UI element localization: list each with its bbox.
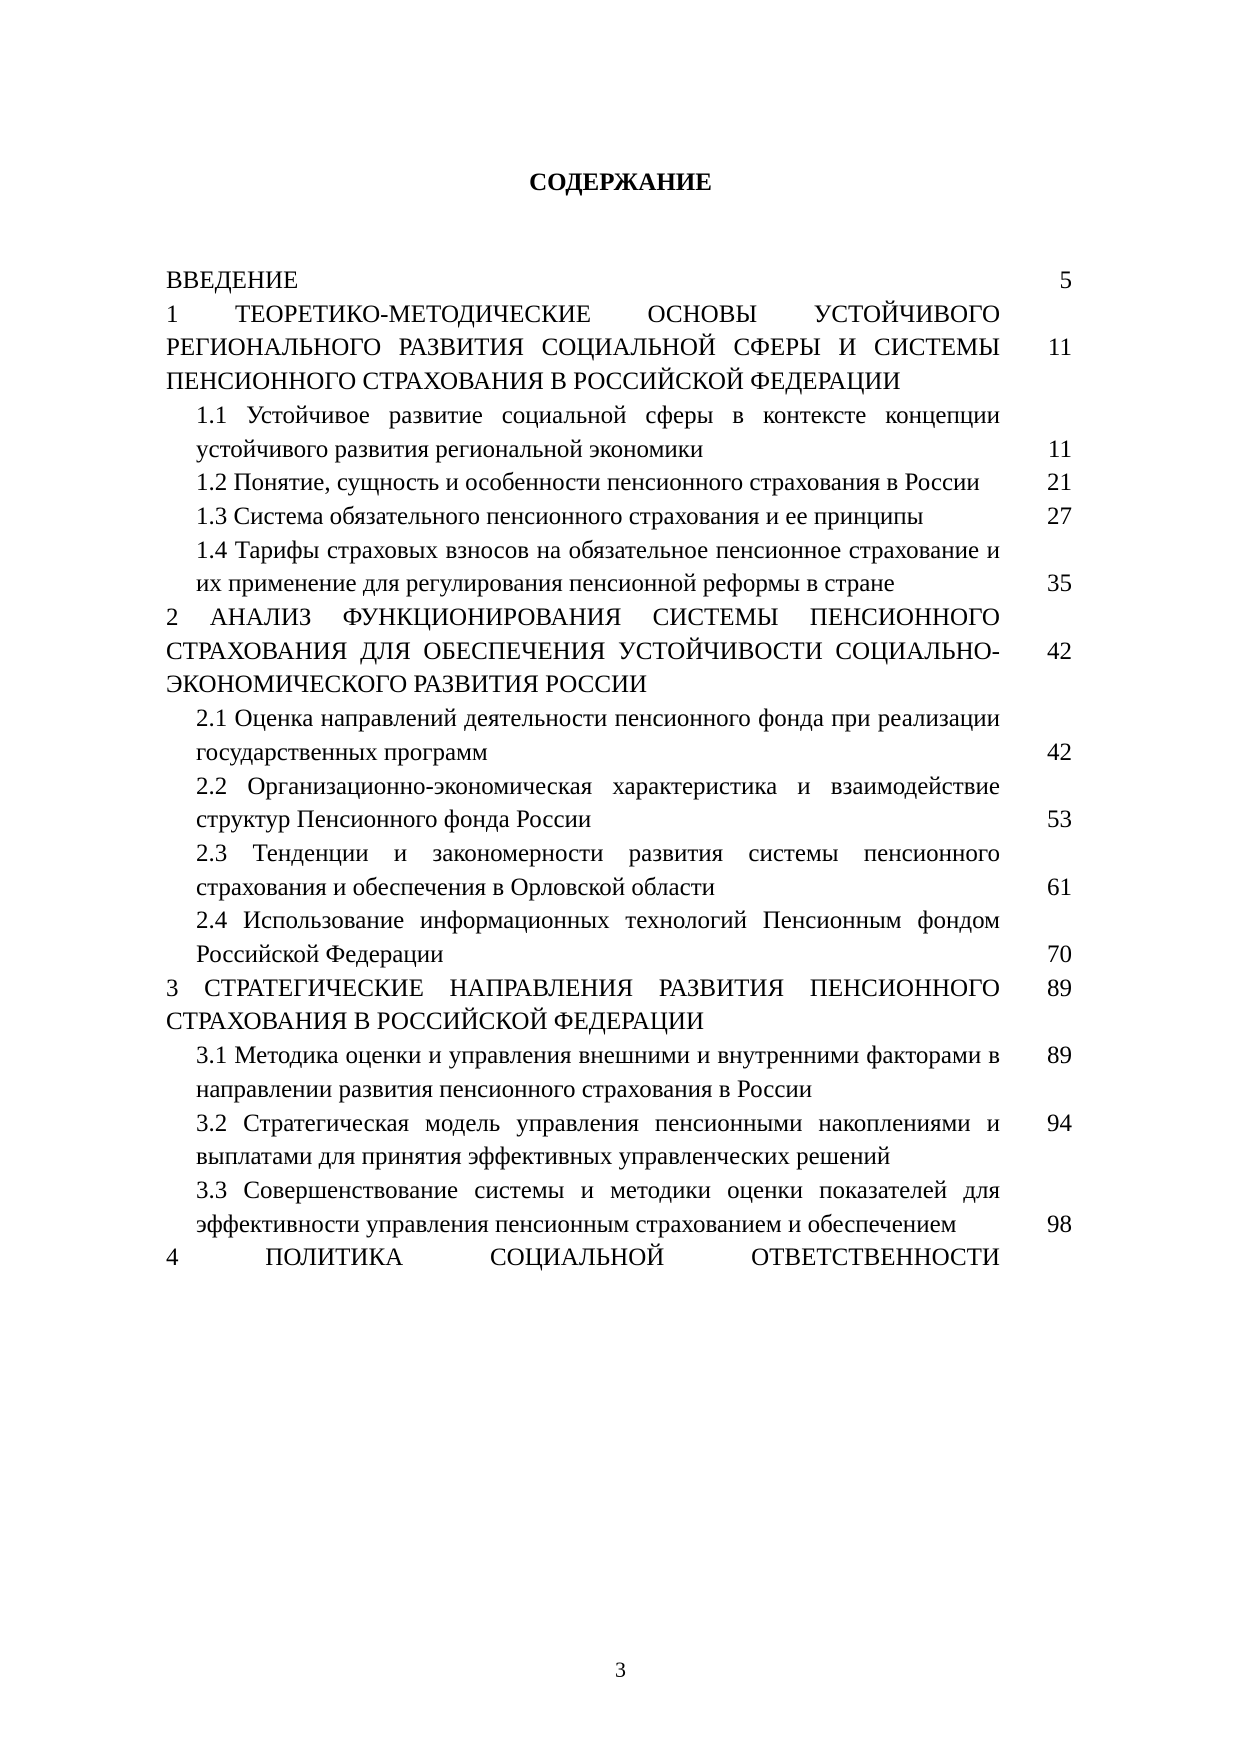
toc-entry-text: 2.3 Тенденции и закономерности развития системы пенсионного страхования и обеспечения в Орловской области bbox=[196, 839, 1000, 901]
toc-entry-section-1-4 bbox=[166, 534, 1072, 601]
toc-entry-text: 1.3 Система обязательного пенсионного страхования и ее принципы bbox=[196, 502, 924, 530]
toc-entry-text: 3.3 Совершенствование системы и методики оценки показателей для эффективности управления пенсионным страхованием и обеспечением bbox=[196, 1176, 1000, 1238]
toc-entry-page: 53 bbox=[1047, 806, 1072, 834]
toc-entry-section-1-1 bbox=[166, 399, 1072, 466]
toc-entry-page: 35 bbox=[1047, 570, 1072, 598]
toc-entry-text: 3.2 Стратегическая модель управления пенсионными накоплениями и выплатами для принятия эффективных управленческих решений bbox=[196, 1109, 1000, 1171]
toc-entry-chapter-4 bbox=[166, 1241, 1072, 1275]
toc-entry-page: 89 bbox=[1047, 974, 1072, 1002]
toc-entry-section-2-2 bbox=[166, 770, 1072, 837]
toc-entry-page: 42 bbox=[1047, 637, 1072, 665]
toc-entry-page: 70 bbox=[1047, 941, 1072, 969]
toc-entry-page: 5 bbox=[1059, 267, 1072, 294]
table-of-contents bbox=[166, 264, 1072, 1275]
toc-entry-section-2-4 bbox=[166, 904, 1072, 971]
toc-entry-chapter-3 bbox=[166, 972, 1072, 1039]
page-title: СОДЕРЖАНИЕ bbox=[529, 169, 712, 196]
toc-entry-text: 2.1 Оценка направлений деятельности пенсионного фонда при реализации государственных программ bbox=[196, 705, 1000, 766]
toc-entry-page: 61 bbox=[1047, 873, 1072, 901]
toc-entry-section-3-1 bbox=[166, 1039, 1072, 1106]
toc-entry-text: 1 ТЕОРЕТИКО-МЕТОДИЧЕСКИЕ ОСНОВЫ УСТОЙЧИВОГО РЕГИОНАЛЬНОГО РАЗВИТИЯ СОЦИАЛЬНОЙ СФЕРЫ И СИСТЕМЫ ПЕНСИОННОГО СТРАХОВАНИЯ В РОССИЙСКОЙ ФЕДЕРАЦИИ bbox=[166, 300, 1000, 396]
toc-entry-section-2-3 bbox=[166, 837, 1072, 904]
toc-entry-text: 1.4 Тарифы страховых взносов на обязательное пенсионное страхование и их применение для регулирования пенсионной реформы в стране bbox=[196, 536, 1000, 598]
toc-entry-section-1-3 bbox=[166, 500, 1072, 534]
toc-entry-page: 27 bbox=[1047, 502, 1072, 530]
toc-entry-text: 3.1 Методика оценки и управления внешними и внутренними факторами в направлении развития пенсионного страхования в России bbox=[196, 1042, 1000, 1103]
toc-entry-text: 2.2 Организационно-экономическая характеристика и взаимодействие структур Пенсионного фонда России bbox=[196, 772, 1000, 834]
toc-entry-page: 11 bbox=[1047, 435, 1072, 463]
toc-entry-text: 2.4 Использование информационных технологий Пенсионным фондом Российской Федерации bbox=[196, 907, 1000, 969]
toc-entry-section-2-1 bbox=[166, 702, 1072, 769]
page-number: 3 bbox=[615, 1657, 626, 1682]
toc-entry-text: ВВЕДЕНИЕ bbox=[166, 267, 299, 294]
toc-entry-page: 98 bbox=[1047, 1210, 1072, 1238]
toc-entry-section-3-2 bbox=[166, 1107, 1072, 1174]
toc-entry-introduction bbox=[166, 264, 1072, 298]
toc-entry-page: 94 bbox=[1047, 1109, 1072, 1137]
toc-entry-chapter-1 bbox=[166, 298, 1072, 399]
toc-entry-text: 2 АНАЛИЗ ФУНКЦИОНИРОВАНИЯ СИСТЕМЫ ПЕНСИОННОГО СТРАХОВАНИЯ ДЛЯ ОБЕСПЕЧЕНИЯ УСТОЙЧИВОСТИ СОЦИАЛЬНО-ЭКОНОМИЧЕСКОГО РАЗВИТИЯ РОССИИ bbox=[166, 604, 1000, 699]
toc-entry-page: 11 bbox=[1047, 334, 1072, 362]
toc-entry-chapter-2 bbox=[166, 601, 1072, 702]
toc-entry-page: 42 bbox=[1047, 738, 1072, 766]
toc-entry-page: 89 bbox=[1047, 1042, 1072, 1070]
toc-entry-section-3-3 bbox=[166, 1174, 1072, 1241]
toc-entry-page: 21 bbox=[1047, 469, 1072, 497]
toc-entry-text: 3 СТРАТЕГИЧЕСКИЕ НАПРАВЛЕНИЯ РАЗВИТИЯ ПЕНСИОННОГО СТРАХОВАНИЯ В РОССИЙСКОЙ ФЕДЕРАЦИИ bbox=[166, 974, 1000, 1036]
toc-entry-text: 4 ПОЛИТИКА СОЦИАЛЬНОЙ ОТВЕТСТВЕННОСТИ bbox=[166, 1244, 1000, 1272]
toc-entry-text: 1.2 Понятие, сущность и особенности пенсионного страхования в России bbox=[196, 469, 980, 497]
toc-entry-section-1-2 bbox=[166, 466, 1072, 500]
toc-entry-text: 1.1 Устойчивое развитие социальной сферы в контексте концепции устойчивого развития региональной экономики bbox=[196, 401, 1000, 463]
